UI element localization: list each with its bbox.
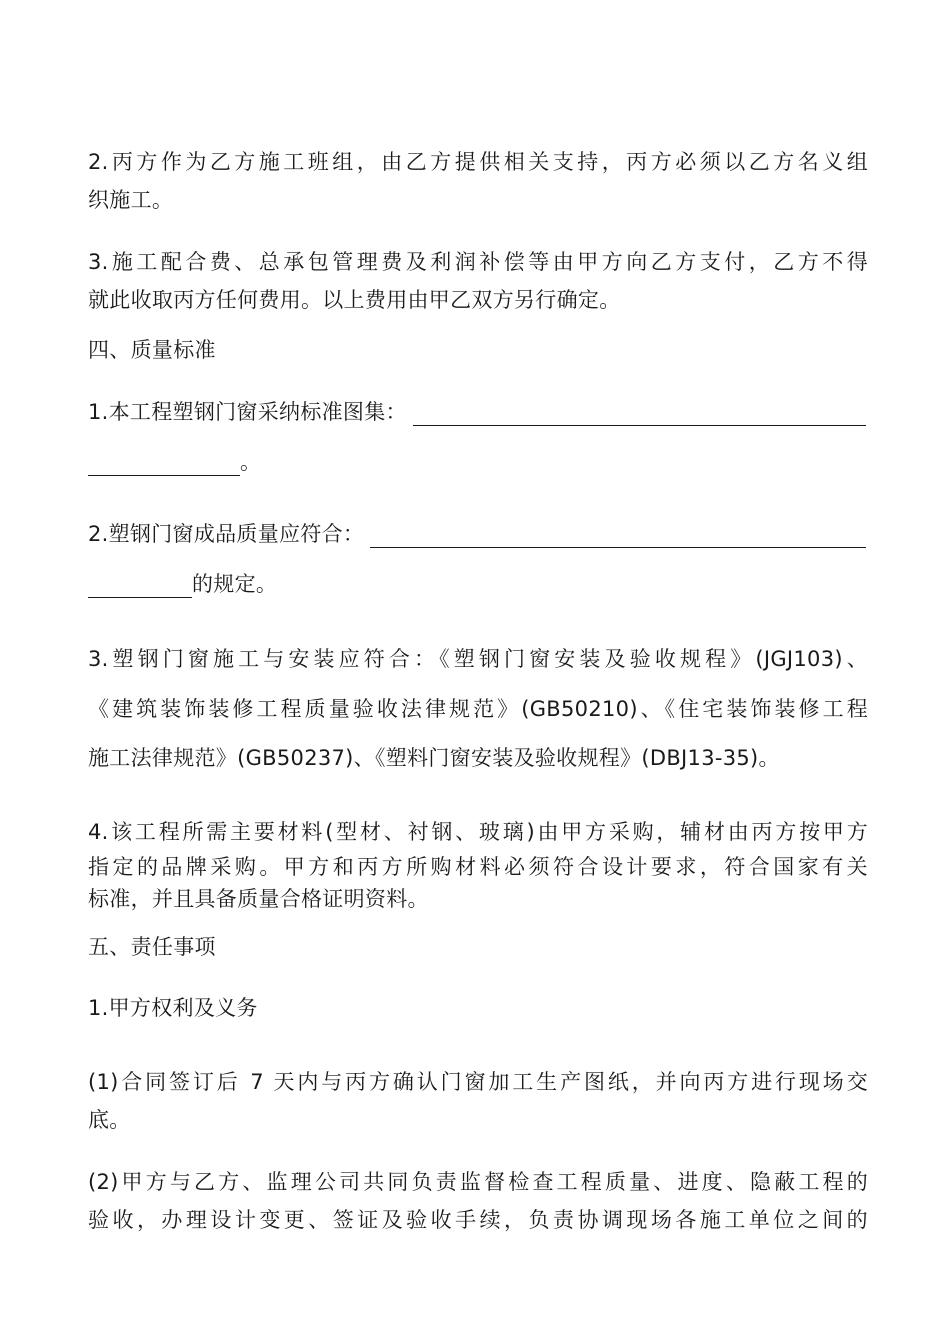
clause-3-2-line-1: 2.丙方作为乙方施工班组，由乙方提供相关支持，丙方必须以乙方名义组 [88,150,868,174]
clause-4-3-line-1: 3.塑钢门窗施工与安装应符合：《塑钢门窗安装及验收规程》(JGJ103)、 [88,647,868,671]
clause-3-2-line-2: 织施工。 [88,188,174,212]
clause-4-2-row-2 [88,570,277,598]
clause-4-1-label: 1.本工程塑钢门窗采纳标准图集： [88,400,407,424]
clause-5-1-heading: 1.甲方权利及义务 [88,996,258,1020]
clause-5-1-2-line-1: (2)甲方与乙方、监理公司共同负责监督检查工程质量、进度、隐蔽工程的 [88,1170,868,1194]
clause-4-4-line-3: 标准，并且具备质量合格证明资料。 [88,887,429,911]
fill-in-blank [88,575,192,598]
clause-4-1-end: 。 [240,450,262,474]
clause-5-1-1-line-1: (1)合同签订后 7 天内与丙方确认门窗加工生产图纸，并向丙方进行现场交 [88,1070,868,1094]
clause-3-3-line-1: 3.施工配合费、总承包管理费及利润补偿等由甲方向乙方支付，乙方不得 [88,250,868,274]
clause-4-1-row [88,398,866,426]
clause-5-1-2-line-2: 验收，办理设计变更、签证及验收手续，负责协调现场各施工单位之间的 [88,1208,868,1232]
clause-4-3-line-3: 施工法律规范》(GB50237)、《塑料门窗安装及验收规程》(DBJ13-35)。 [88,746,780,770]
clause-4-3-line-2: 《建筑装饰装修工程质量验收法律规范》(GB50210)、《住宅装饰装修工程 [88,697,868,721]
clause-4-2-row [88,520,866,548]
clause-4-2-label: 2.塑钢门窗成品质量应符合： [88,522,365,546]
fill-in-blank [88,453,240,476]
clause-3-3-line-2: 就此收取丙方任何费用。以上费用由甲乙双方另行确定。 [88,288,621,312]
clause-4-4-line-1: 4.该工程所需主要材料(型材、衬钢、玻璃)由甲方采购，辅材由丙方按甲方 [88,820,868,844]
clause-5-1-1-line-2: 底。 [88,1108,131,1132]
clause-4-2-end: 的规定。 [192,572,278,596]
clause-4-1-row-2 [88,448,261,476]
section-heading-quality: 四、质量标准 [88,338,216,362]
section-heading-responsibilities: 五、责任事项 [88,935,216,959]
clause-4-4-line-2: 指定的品牌采购。甲方和丙方所购材料必须符合设计要求，符合国家有关 [88,855,868,879]
fill-in-blank [370,525,866,548]
fill-in-blank [413,403,866,426]
